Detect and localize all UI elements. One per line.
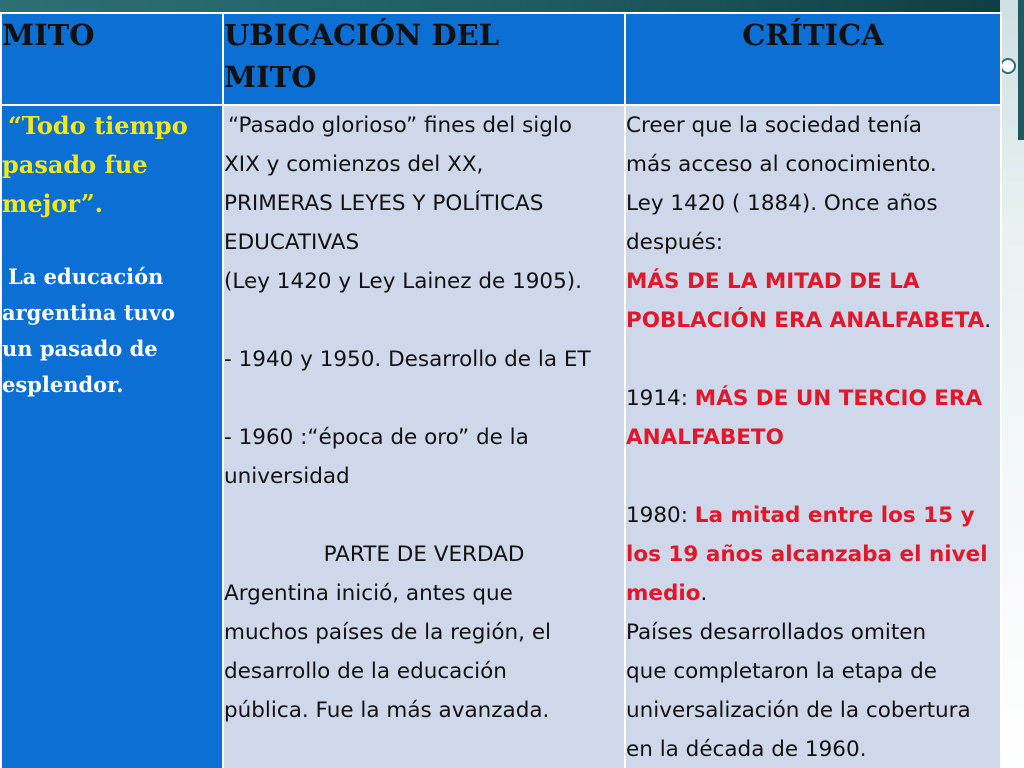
critique-punctuation: . — [984, 308, 992, 333]
critique-line: que completaron la etapa de — [626, 659, 938, 684]
critique-emphasis: POBLACIÓN ERA ANALFABETA — [626, 308, 985, 333]
critique-line: Países desarrollados omiten — [626, 620, 927, 645]
critique-line: Creer que la sociedad tenía — [626, 113, 922, 138]
location-line: universidad — [224, 464, 350, 489]
header-ubicacion — [223, 13, 625, 105]
critique-line — [626, 301, 1000, 340]
header-mito — [1, 13, 223, 105]
header-mito-label: MITO — [2, 18, 95, 52]
critique-cell — [625, 105, 1001, 768]
header-ubicacion-line1: UBICACIÓN DEL — [224, 18, 500, 52]
location-line: desarrollo de la educación — [224, 659, 507, 684]
critique-year: 1914: — [626, 386, 695, 411]
critique-emphasis: los 19 años alcanzaba el nivel — [626, 542, 988, 567]
location-line: (Ley 1420 y Ley Lainez de 1905). — [224, 269, 583, 294]
myth-table — [0, 12, 1002, 768]
critique-line: universalización de la cobertura — [626, 698, 971, 723]
critique-emphasis: medio — [626, 581, 701, 606]
header-critica — [625, 13, 1001, 105]
location-line: “Pasado glorioso” fines del siglo — [228, 113, 573, 138]
myth-subtitle-line: argentina tuvo — [2, 300, 176, 325]
location-line: - 1960 :“época de oro” de la — [224, 425, 529, 450]
critique-punctuation: . — [700, 581, 708, 606]
myth-title-line: “Todo tiempo — [8, 111, 188, 140]
critique-line — [626, 496, 1000, 535]
myth-title-line: mejor”. — [2, 189, 104, 218]
myth-cell — [1, 105, 223, 768]
spacer — [626, 457, 1000, 496]
myth-subtitle-line: La educación — [8, 264, 164, 289]
location-line: Argentina inició, antes que — [224, 581, 513, 606]
location-line: XIX y comienzos del XX, — [224, 152, 484, 177]
critique-emphasis: ANALFABETO — [626, 425, 784, 450]
header-row — [1, 13, 1001, 105]
critique-line: en la década de 1960. — [626, 737, 867, 762]
spacer — [224, 301, 624, 340]
myth-subtitle-line: esplendor. — [2, 372, 124, 397]
critique-line — [626, 379, 1000, 418]
critique-line: Ley 1420 ( 1884). Once años — [626, 191, 938, 216]
spacer — [224, 496, 624, 535]
critique-line: más acceso al conocimiento. — [626, 152, 937, 177]
location-heading: PARTE DE VERDAD — [323, 542, 525, 567]
location-line: muchos países de la región, el — [224, 620, 552, 645]
critique-year: 1980: — [626, 503, 695, 528]
myth-title — [2, 106, 222, 223]
spacer — [224, 379, 624, 418]
critique-emphasis: MÁS DE UN TERCIO ERA — [694, 386, 983, 411]
header-critica-label: CRÍTICA — [742, 18, 884, 52]
location-line: EDUCATIVAS — [224, 230, 360, 255]
spacer — [626, 340, 1000, 379]
critique-line: después: — [626, 230, 724, 255]
right-decorative-bar — [1018, 0, 1024, 140]
location-line: PRIMERAS LEYES Y POLÍTICAS — [224, 191, 544, 216]
location-line: - 1940 y 1950. Desarrollo de la ET — [224, 347, 591, 372]
decorative-circle — [1000, 58, 1016, 74]
myth-subtitle — [2, 259, 222, 403]
myth-title-line: pasado fue — [2, 150, 148, 179]
critique-line — [626, 574, 1000, 613]
content-row — [1, 105, 1001, 768]
location-cell — [223, 105, 625, 768]
location-line: pública. Fue la más avanzada. — [224, 698, 550, 723]
critique-emphasis: La mitad entre los 15 y — [694, 503, 975, 528]
myth-subtitle-line: un pasado de — [2, 336, 158, 361]
header-ubicacion-line2: MITO — [224, 60, 317, 94]
critique-emphasis: MÁS DE LA MITAD DE LA — [626, 269, 920, 294]
